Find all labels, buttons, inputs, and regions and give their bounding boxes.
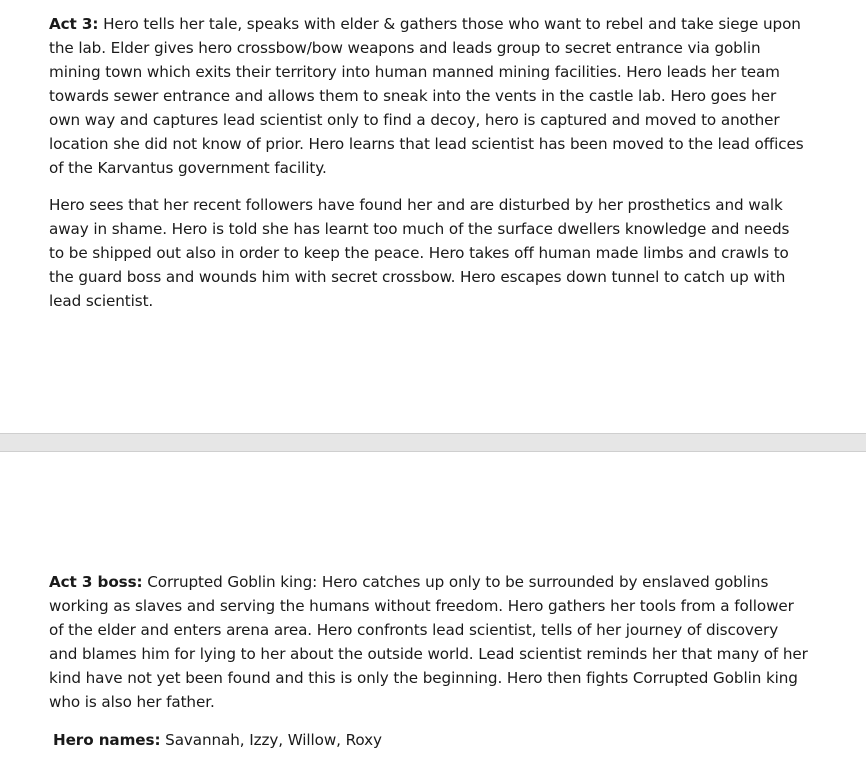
- act-3-boss-paragraph[interactable]: [49, 570, 809, 714]
- document-page-2: [0, 452, 866, 761]
- hero-names-label: Hero names:: [53, 731, 161, 749]
- hero-escape-paragraph[interactable]: [49, 193, 809, 313]
- page-break-gap: [0, 433, 866, 452]
- act-3-text: Hero tells her tale, speaks with elder & gathers those who want to rebel and take siege upon the lab. Elder gives hero crossbow/bow weapons and leads group to secret entrance via goblin mining town which exits their territory into human manned mining facilities. Hero leads her team towards sewer entrance and allows them to sneak into the vents in the castle lab. Hero goes her own way and captures lead scientist only to find a decoy, hero is captured and moved to another location she did not know of prior. Hero learns that lead scientist has been moved to the lead offices of the Karvantus government facility.: [49, 15, 804, 177]
- hero-names-text: Savannah, Izzy, Willow, Roxy: [160, 731, 382, 749]
- act-3-boss-text: Corrupted Goblin king: Hero catches up only to be surrounded by enslaved goblins working as slaves and serving the humans without freedom. Hero gathers her tools from a follower of the elder and enters arena area. Hero confronts lead scientist, tells of her journey of discovery and blames him for lying to her about the outside world. Lead scientist reminds her that many of her kind have not yet been found and this is only the beginning. Hero then fights Corrupted Goblin king who is also her father.: [49, 573, 808, 711]
- act-3-boss-label: Act 3 boss:: [49, 573, 143, 591]
- act-3-paragraph[interactable]: [49, 12, 809, 180]
- act-3-label: Act 3:: [49, 15, 99, 33]
- hero-names-paragraph[interactable]: [53, 728, 813, 752]
- hero-escape-text: Hero sees that her recent followers have found her and are disturbed by her prosthetics and walk away in shame. Hero is told she has learnt too much of the surface dwellers knowledge and needs to be shipped out also in order to keep the peace. Hero takes off human made limbs and crawls to the guard boss and wounds him with secret crossbow. Hero escapes down tunnel to catch up with lead scientist.: [49, 196, 790, 310]
